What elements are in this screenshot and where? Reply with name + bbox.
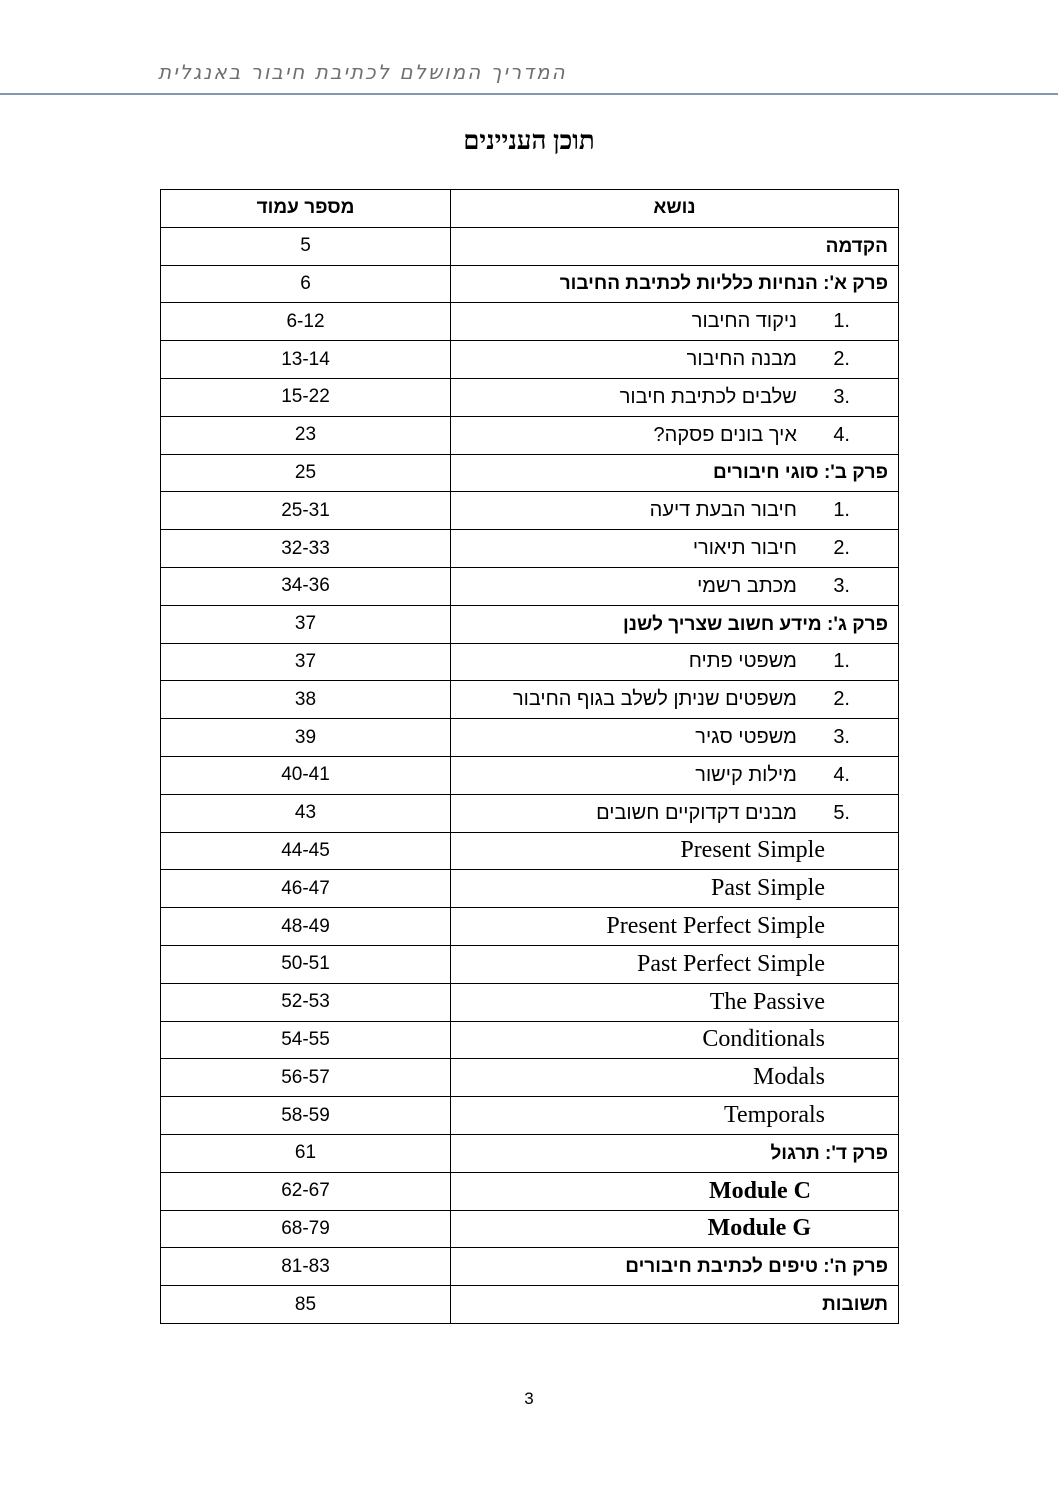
page-number-cell: 37 xyxy=(161,605,451,643)
section-item xyxy=(654,424,888,446)
page-number-cell: 6 xyxy=(161,265,451,303)
grammar-topic: Present Simple xyxy=(680,837,825,864)
item-label: ניקוד החיבור xyxy=(691,310,797,333)
section-item xyxy=(689,650,888,672)
page-number-cell: 23 xyxy=(161,416,451,454)
topic-cell xyxy=(451,681,899,719)
page-number-cell: 54-55 xyxy=(161,1021,451,1059)
topic-cell xyxy=(451,908,899,946)
topic-cell xyxy=(451,1059,899,1097)
page-number-cell: 39 xyxy=(161,719,451,757)
table-row xyxy=(161,378,899,416)
grammar-topic: Modals xyxy=(753,1064,825,1091)
page-number-cell: 43 xyxy=(161,794,451,832)
section-item xyxy=(620,386,888,408)
item-number: 2. xyxy=(833,688,850,711)
item-number: 1. xyxy=(833,499,850,522)
topic-cell xyxy=(451,643,899,681)
module-title: Module C xyxy=(709,1177,811,1204)
module-title: Module G xyxy=(707,1215,811,1242)
topic-cell xyxy=(451,1172,899,1210)
chapter-title: תשובות xyxy=(822,1294,888,1315)
section-item xyxy=(596,802,888,824)
item-number: 3. xyxy=(833,574,850,597)
topic-cell xyxy=(451,832,899,870)
item-number: 2. xyxy=(833,348,850,371)
page-number-cell: 44-45 xyxy=(161,832,451,870)
chapter-title: פרק ה': טיפים לכתיבת חיבורים xyxy=(625,1256,888,1278)
topic-cell xyxy=(451,1210,899,1248)
topic-cell xyxy=(451,983,899,1021)
section-item xyxy=(695,726,888,748)
topic-cell xyxy=(451,1021,899,1059)
chapter-title: פרק ד': תרגול xyxy=(770,1142,888,1164)
page-number-cell: 46-47 xyxy=(161,870,451,908)
table-row xyxy=(161,1134,899,1172)
topic-cell xyxy=(451,492,899,530)
page-number-cell: 61 xyxy=(161,1134,451,1172)
topic-cell xyxy=(451,454,899,492)
table-row xyxy=(161,416,899,454)
table-row xyxy=(161,530,899,568)
table-row xyxy=(161,870,899,908)
table-row xyxy=(161,1210,899,1248)
grammar-topic: The Passive xyxy=(709,988,825,1015)
page-number-cell: 85 xyxy=(161,1286,451,1324)
topic-cell xyxy=(451,605,899,643)
column-header-topic: נושא xyxy=(451,190,899,228)
page-number-cell: 34-36 xyxy=(161,567,451,605)
table-row xyxy=(161,983,899,1021)
page-number: 3 xyxy=(524,1389,534,1408)
topic-cell xyxy=(451,567,899,605)
table-row xyxy=(161,756,899,794)
page-number-cell: 25-31 xyxy=(161,492,451,530)
page-number-cell: 13-14 xyxy=(161,341,451,379)
table-row xyxy=(161,719,899,757)
item-number: 4. xyxy=(833,763,850,786)
chapter-title: הקדמה xyxy=(825,235,888,257)
chapter-title: פרק ב': סוגי חיבורים xyxy=(713,462,888,484)
page-number-cell: 52-53 xyxy=(161,983,451,1021)
table-row xyxy=(161,605,899,643)
table-row xyxy=(161,1097,899,1135)
table-row xyxy=(161,945,899,983)
topic-cell xyxy=(451,265,899,303)
table-row xyxy=(161,794,899,832)
page-number-cell: 6-12 xyxy=(161,303,451,341)
section-item xyxy=(687,348,888,370)
item-number: 4. xyxy=(833,423,850,446)
toc-table xyxy=(160,189,899,1324)
item-number: 1. xyxy=(833,310,850,333)
table-row xyxy=(161,341,899,379)
item-label: שלבים לכתיבת חיבור xyxy=(619,385,797,408)
column-header-page: מספר עמוד xyxy=(161,190,451,228)
page-number-cell: 37 xyxy=(161,643,451,681)
section-item xyxy=(693,537,888,559)
grammar-topic: Past Perfect Simple xyxy=(637,950,825,977)
item-label: חיבור הבעת דיעה xyxy=(649,499,797,522)
topic-cell xyxy=(451,1248,899,1286)
item-label: חיבור תיאורי xyxy=(692,537,797,560)
item-label: מבנים דקדוקיים חשובים xyxy=(596,801,797,824)
topic-cell xyxy=(451,303,899,341)
item-label: משפטי פתיח xyxy=(688,650,797,673)
page-number-cell: 62-67 xyxy=(161,1172,451,1210)
table-row xyxy=(161,227,899,265)
table-row xyxy=(161,492,899,530)
table-row xyxy=(161,1248,899,1286)
topic-cell xyxy=(451,416,899,454)
header-rule xyxy=(0,93,1058,95)
item-number: 1. xyxy=(833,650,850,673)
table-row xyxy=(161,567,899,605)
section-item xyxy=(513,688,888,710)
page-number-cell: 38 xyxy=(161,681,451,719)
topic-cell xyxy=(451,378,899,416)
item-label: מבנה החיבור xyxy=(686,348,797,371)
page-number-cell: 25 xyxy=(161,454,451,492)
item-label: משפטי סגיר xyxy=(695,726,797,749)
page-number-cell: 48-49 xyxy=(161,908,451,946)
table-row xyxy=(161,1021,899,1059)
page-number-cell: 56-57 xyxy=(161,1059,451,1097)
section-item xyxy=(695,764,888,786)
topic-cell xyxy=(451,794,899,832)
grammar-topic: Present Perfect Simple xyxy=(606,913,825,940)
topic-cell xyxy=(451,227,899,265)
page-number-cell: 68-79 xyxy=(161,1210,451,1248)
topic-cell xyxy=(451,341,899,379)
chapter-title: פרק א': הנחיות כלליות לכתיבת החיבור xyxy=(559,273,888,295)
page-number-cell: 40-41 xyxy=(161,756,451,794)
section-item xyxy=(697,575,888,597)
table-row xyxy=(161,265,899,303)
item-number: 3. xyxy=(833,385,850,408)
section-item xyxy=(650,499,888,521)
item-label: משפטים שניתן לשלב בגוף החיבור xyxy=(512,688,797,711)
topic-cell xyxy=(451,1286,899,1324)
item-label: מילות קישור xyxy=(695,763,797,786)
table-row xyxy=(161,832,899,870)
item-number: 3. xyxy=(833,726,850,749)
page-number-cell: 32-33 xyxy=(161,530,451,568)
table-row xyxy=(161,303,899,341)
table-row xyxy=(161,643,899,681)
topic-cell xyxy=(451,945,899,983)
item-number: 2. xyxy=(833,537,850,560)
page-number-cell: 15-22 xyxy=(161,378,451,416)
item-label: מכתב רשמי xyxy=(697,574,797,597)
table-row xyxy=(161,1286,899,1324)
item-number: 5. xyxy=(833,801,850,824)
table-row xyxy=(161,1172,899,1210)
running-header: המדריך המושלם לכתיבת חיבור באנגלית xyxy=(158,60,567,84)
grammar-topic: Temporals xyxy=(724,1102,825,1129)
topic-cell xyxy=(451,719,899,757)
topic-cell xyxy=(451,1134,899,1172)
page-title: תוכן העניינים xyxy=(463,126,595,155)
chapter-title: פרק ג': מידע חשוב שצריך לשנן xyxy=(623,613,888,635)
topic-cell xyxy=(451,1097,899,1135)
grammar-topic: Past Simple xyxy=(710,875,825,902)
page-number-cell: 50-51 xyxy=(161,945,451,983)
item-label: איך בונים פסקה? xyxy=(653,423,797,446)
topic-cell xyxy=(451,530,899,568)
grammar-topic: Conditionals xyxy=(702,1026,825,1053)
topic-cell xyxy=(451,870,899,908)
table-row xyxy=(161,681,899,719)
table-row xyxy=(161,1059,899,1097)
page-number-cell: 81-83 xyxy=(161,1248,451,1286)
table-header-row xyxy=(161,190,899,228)
page-number-cell: 5 xyxy=(161,227,451,265)
topic-cell xyxy=(451,756,899,794)
section-item xyxy=(692,310,888,332)
table-row xyxy=(161,454,899,492)
page-number-cell: 58-59 xyxy=(161,1097,451,1135)
table-row xyxy=(161,908,899,946)
